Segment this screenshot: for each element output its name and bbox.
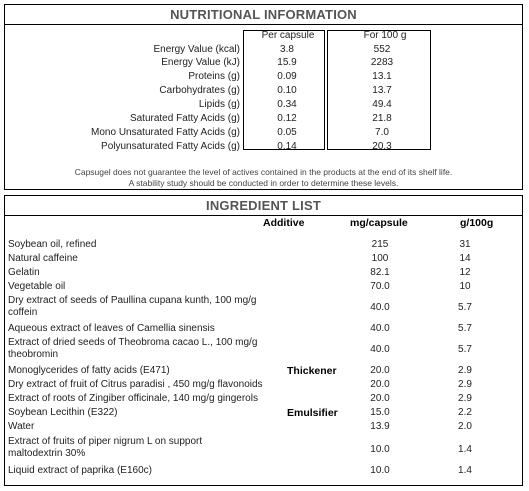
nutrition-title: NUTRITIONAL INFORMATION (170, 7, 357, 22)
ingredient-name: Dry extract of fruit of Citrus paradisi , 450 mg/g flavonoids (8, 379, 263, 390)
per-capsule-value: 0.05 (277, 127, 297, 138)
g-100g-value: 2.9 (458, 365, 472, 376)
g-100g-value: 31 (459, 239, 471, 250)
ingredient-name: Natural caffeine (8, 253, 78, 264)
g-100g-value: 2.0 (458, 421, 472, 432)
mg-capsule-value: 10.0 (370, 444, 390, 455)
ingredient-name: Liquid extract of paprika (E160c) (8, 465, 152, 476)
g-100g-value: 5.7 (458, 302, 472, 313)
per-capsule-value: 0.14 (277, 141, 297, 152)
stability-disclaimer-line2: A stability study should be conducted in order to determine these levels. (128, 178, 399, 188)
mg-capsule-value: 40.0 (370, 344, 390, 355)
mg-capsule-value: 70.0 (370, 281, 390, 292)
g-100g-value: 5.7 (458, 344, 472, 355)
ingredient-title-divider (5, 215, 522, 216)
nutrient-label: Lipids (g) (198, 99, 240, 110)
ingredient-name: Extract of roots of Zingiber officinale, 140 mg/g gingerols (8, 393, 258, 404)
ingredient-name: Soybean Lecithin (E322) (8, 407, 118, 418)
nutrient-label: Carbohydrates (g) (159, 85, 240, 96)
nutrition-row (5, 113, 522, 127)
nutrition-row (5, 85, 522, 99)
mg-capsule-value: 13.9 (370, 421, 390, 432)
g-100g-header: g/100g (460, 217, 494, 229)
nutrition-row (5, 127, 522, 141)
mg-capsule-value: 10.0 (370, 465, 390, 476)
per-capsule-value: 3.8 (280, 44, 294, 55)
ingredient-name: Extract of dried seeds of Theobroma cacao L., 100 mg/g theobromin (8, 337, 258, 360)
mg-capsule-value: 20.0 (370, 393, 390, 404)
additive-label: Emulsifier (287, 407, 338, 419)
nutrition-panel (4, 4, 523, 190)
mg-capsule-value: 20.0 (370, 365, 390, 376)
per-100g-value: 2283 (370, 57, 394, 68)
nutrition-row (5, 99, 522, 113)
ingredient-name: Water (8, 421, 35, 432)
ingredient-name: Extract of fruits of piper nigrum L on support maltodextrin 30% (8, 436, 203, 459)
nutrient-label: Saturated Fatty Acids (g) (129, 113, 240, 124)
g-100g-value: 12 (459, 267, 471, 278)
ingredient-name: Aqueous extract of leaves of Camellia sinensis (8, 323, 215, 334)
mg-capsule-value: 15.0 (370, 407, 390, 418)
g-100g-value: 2.2 (458, 407, 472, 418)
per-100g-value: 13.7 (372, 85, 392, 96)
g-100g-value: 1.4 (458, 465, 472, 476)
mg-capsule-value: 40.0 (370, 302, 390, 313)
mg-capsule-header: mg/capsule (350, 217, 408, 229)
per-capsule-value: 0.09 (277, 71, 297, 82)
per-100g-value: 7.0 (375, 127, 389, 138)
per-capsule-value: 0.34 (277, 99, 297, 110)
per-100g-value: 20.3 (372, 141, 392, 152)
ingredient-name: Monoglycerides of fatty acids (E471) (8, 365, 170, 376)
g-100g-value: 5.7 (458, 323, 472, 334)
mg-capsule-value: 82.1 (370, 267, 390, 278)
per-100g-value: 552 (373, 44, 391, 55)
nutrition-row (5, 71, 522, 85)
mg-capsule-value: 20.0 (370, 379, 390, 390)
nutrition-title-divider (5, 24, 522, 25)
nutrition-row (5, 141, 522, 155)
g-100g-value: 2.9 (458, 379, 472, 390)
ingredient-name: Gelatin (8, 267, 40, 278)
nutrition-row (5, 57, 522, 71)
ingredient-name: Soybean oil, refined (8, 239, 97, 250)
ingredient-name: Dry extract of seeds of Paullina cupana kunth, 100 mg/g coffein (8, 295, 257, 318)
per-capsule-value: 15.9 (277, 57, 297, 68)
mg-capsule-value: 40.0 (370, 323, 390, 334)
g-100g-value: 14 (459, 253, 471, 264)
nutrient-label: Polyunsaturated Fatty Acids (g) (101, 141, 240, 152)
ingredient-title: INGREDIENT LIST (206, 198, 321, 213)
mg-capsule-value: 215 (371, 239, 389, 250)
nutrition-row (5, 44, 522, 58)
g-100g-value: 1.4 (458, 444, 472, 455)
per-capsule-value: 0.12 (277, 113, 297, 124)
additive-header: Additive (263, 217, 305, 229)
nutrient-label: Mono Unsaturated Fatty Acids (g) (91, 127, 240, 138)
per-capsule-header: Per capsule (261, 30, 315, 41)
per-capsule-value: 0.10 (277, 85, 297, 96)
g-100g-value: 10 (459, 281, 471, 292)
additive-label: Thickener (287, 365, 337, 377)
g-100g-value: 2.9 (458, 393, 472, 404)
nutrient-label: Energy Value (kJ) (161, 57, 240, 68)
per-100g-value: 13.1 (372, 71, 392, 82)
nutrient-label: Energy Value (kcal) (153, 44, 240, 55)
stability-disclaimer: Capsugel does not guarantee the level of actives contained in the products at the end of its shelf life. (74, 167, 453, 177)
ingredient-name: Vegetable oil (8, 281, 66, 292)
per-100g-value: 49.4 (372, 99, 392, 110)
per-100g-header: For 100 g (363, 30, 407, 41)
mg-capsule-value: 100 (371, 253, 389, 264)
ingredient-panel (4, 195, 523, 486)
nutrient-label: Proteins (g) (188, 71, 240, 82)
per-100g-value: 21.8 (372, 113, 392, 124)
